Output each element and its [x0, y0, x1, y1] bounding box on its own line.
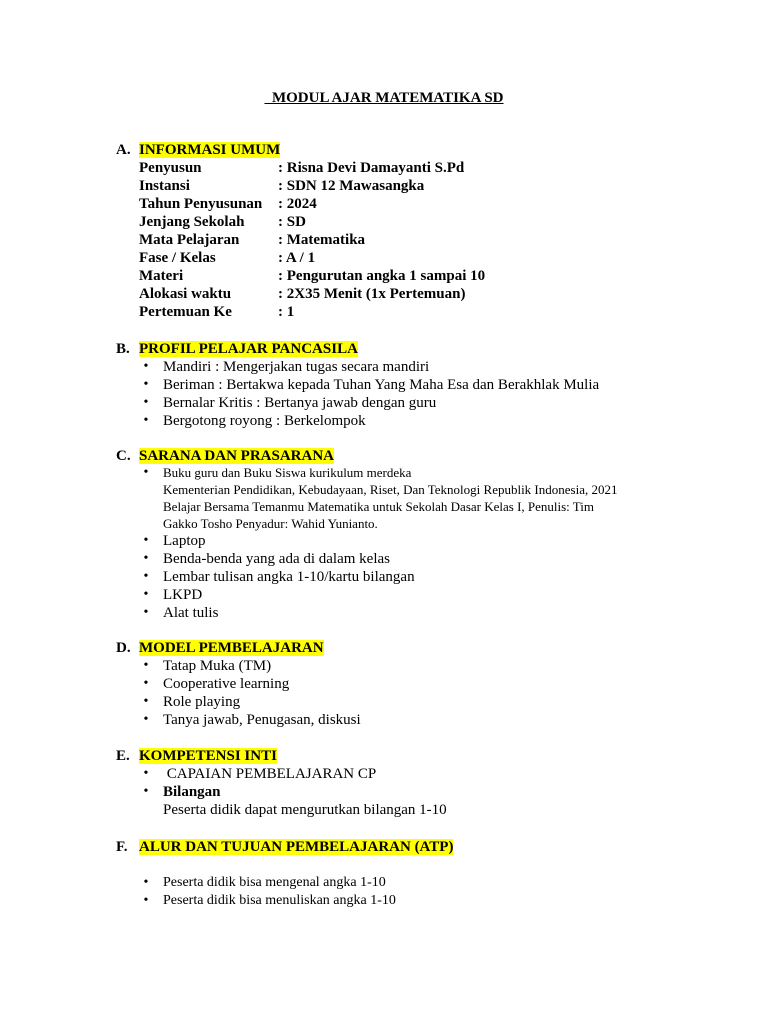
- list-item: [140, 604, 617, 622]
- book-line: Buku guru dan Buku Siswa kurikulum merdeka: [163, 465, 412, 480]
- section-b-heading: [116, 340, 358, 358]
- section-a-letter: A.: [116, 142, 131, 158]
- list-item: [140, 783, 447, 819]
- list-item: [140, 693, 361, 711]
- list-item-text: Beriman : Bertakwa kepada Tuhan Yang Maha Esa dan Berakhlak Mulia: [163, 377, 600, 393]
- bullet-icon: •: [143, 533, 149, 548]
- info-row: [139, 213, 485, 231]
- info-key: Materi: [139, 268, 184, 284]
- section-b-letter: B.: [116, 341, 130, 357]
- list-item-subtext: Peserta didik dapat mengurutkan bilangan 1-10: [163, 802, 447, 818]
- list-item-text: Peserta didik bisa mengenal angka 1-10: [163, 875, 386, 890]
- info-key: Tahun Penyusunan: [139, 196, 263, 212]
- list-item-text: Laptop: [163, 533, 206, 549]
- section-d-letter: D.: [116, 640, 131, 656]
- bullet-icon: •: [143, 587, 149, 602]
- list-item: [140, 892, 396, 910]
- section-e-title: KOMPETENSI INTI: [139, 748, 277, 764]
- list-item: [140, 675, 361, 693]
- info-value: : SD: [278, 214, 306, 230]
- info-row: [139, 177, 485, 195]
- list-item: [140, 874, 396, 892]
- bullet-icon: •: [143, 766, 149, 781]
- section-a-heading: [116, 141, 280, 159]
- section-b-list: [140, 358, 599, 430]
- section-e-list: [140, 765, 447, 819]
- list-item-text: Role playing: [163, 694, 241, 710]
- list-item-text: Cooperative learning: [163, 676, 290, 692]
- bullet-icon: •: [143, 712, 149, 727]
- section-c-title: SARANA DAN PRASARANA: [139, 448, 335, 464]
- info-key: Instansi: [139, 178, 190, 194]
- info-value: : 2X35 Menit (1x Pertemuan): [278, 286, 466, 302]
- list-item-text: Tatap Muka (TM): [163, 658, 272, 674]
- bullet-icon: •: [143, 569, 149, 584]
- bullet-icon: •: [143, 676, 149, 691]
- info-value: : Pengurutan angka 1 sampai 10: [278, 268, 486, 284]
- bullet-icon: •: [143, 875, 149, 890]
- bullet-icon: •: [143, 377, 149, 392]
- list-item-text: Bernalar Kritis : Bertanya jawab dengan guru: [163, 395, 437, 411]
- section-d-title: MODEL PEMBELAJARAN: [139, 640, 324, 656]
- list-item: [140, 394, 599, 412]
- book-line: Belajar Bersama Temanmu Matematika untuk Sekolah Dasar Kelas I, Penulis: Tim: [163, 499, 595, 514]
- bullet-icon: •: [143, 465, 149, 480]
- info-value: : Risna Devi Damayanti S.Pd: [278, 160, 465, 176]
- info-value: : SDN 12 Mawasangka: [278, 178, 425, 194]
- section-f-list: [140, 874, 396, 910]
- informasi-umum-table: [139, 159, 485, 321]
- section-c-letter: C.: [116, 448, 131, 464]
- section-d-list: [140, 657, 361, 729]
- bullet-icon: •: [143, 694, 149, 709]
- list-item: [140, 568, 617, 586]
- section-f-letter: F.: [116, 839, 128, 855]
- section-d-heading: [116, 639, 324, 657]
- book-line: Kementerian Pendidikan, Kebudayaan, Riset, Dan Teknologi Republik Indonesia, 2021: [163, 482, 618, 497]
- info-row: [139, 159, 485, 177]
- list-item-text: LKPD: [163, 587, 203, 603]
- info-row: [139, 249, 485, 267]
- info-key: Penyusun: [139, 160, 202, 176]
- section-c-heading: [116, 447, 334, 465]
- info-row: [139, 285, 485, 303]
- list-item: [140, 711, 361, 729]
- section-c-list: [140, 464, 617, 622]
- bullet-icon: •: [143, 893, 149, 908]
- info-value: : 1: [278, 304, 295, 320]
- info-key: Mata Pelajaran: [139, 232, 240, 248]
- info-row: [139, 231, 485, 249]
- list-item-text: Bilangan: [163, 784, 221, 800]
- list-item: [140, 532, 617, 550]
- list-item: [140, 376, 599, 394]
- info-value: : Matematika: [278, 232, 366, 248]
- section-e-letter: E.: [116, 748, 130, 764]
- section-f-heading: [116, 838, 453, 856]
- document-title: MODUL AJAR MATEMATIKA SD: [264, 90, 504, 106]
- section-e-heading: [116, 747, 277, 765]
- list-item-book: [140, 464, 617, 532]
- section-a-title: INFORMASI UMUM: [139, 142, 281, 158]
- bullet-icon: •: [143, 413, 149, 428]
- list-item-text: Peserta didik bisa menuliskan angka 1-10: [163, 893, 396, 908]
- list-item-text: CAPAIAN PEMBELAJARAN CP: [163, 766, 377, 782]
- list-item-text: Tanya jawab, Penugasan, diskusi: [163, 712, 361, 728]
- info-key: Fase / Kelas: [139, 250, 216, 266]
- list-item: [140, 358, 599, 376]
- list-item: [140, 657, 361, 675]
- list-item-text: Alat tulis: [163, 605, 219, 621]
- section-b-title: PROFIL PELAJAR PANCASILA: [139, 341, 358, 357]
- info-row: [139, 195, 485, 213]
- info-row: [139, 303, 485, 321]
- list-item: [140, 550, 617, 568]
- list-item: [140, 765, 447, 783]
- bullet-icon: •: [143, 658, 149, 673]
- list-item-text: Benda-benda yang ada di dalam kelas: [163, 551, 390, 567]
- info-key: Alokasi waktu: [139, 286, 232, 302]
- section-f-title: ALUR DAN TUJUAN PEMBELAJARAN (ATP): [139, 839, 454, 855]
- bullet-icon: •: [143, 359, 149, 374]
- list-item-text: Lembar tulisan angka 1-10/kartu bilangan: [163, 569, 415, 585]
- info-value: : A / 1: [278, 250, 316, 266]
- bullet-icon: •: [143, 605, 149, 620]
- info-value: : 2024: [278, 196, 317, 212]
- info-key: Pertemuan Ke: [139, 304, 232, 320]
- list-item-text: Bergotong royong : Berkelompok: [163, 413, 366, 429]
- book-line: Gakko Tosho Penyadur: Wahid Yunianto.: [163, 516, 378, 531]
- list-item-text: Mandiri : Mengerjakan tugas secara mandiri: [163, 359, 430, 375]
- bullet-icon: •: [143, 551, 149, 566]
- info-key: Jenjang Sekolah: [139, 214, 245, 230]
- info-row: [139, 267, 485, 285]
- bullet-icon: •: [143, 395, 149, 410]
- bullet-icon: •: [143, 784, 149, 799]
- list-item: [140, 586, 617, 604]
- list-item: [140, 412, 599, 430]
